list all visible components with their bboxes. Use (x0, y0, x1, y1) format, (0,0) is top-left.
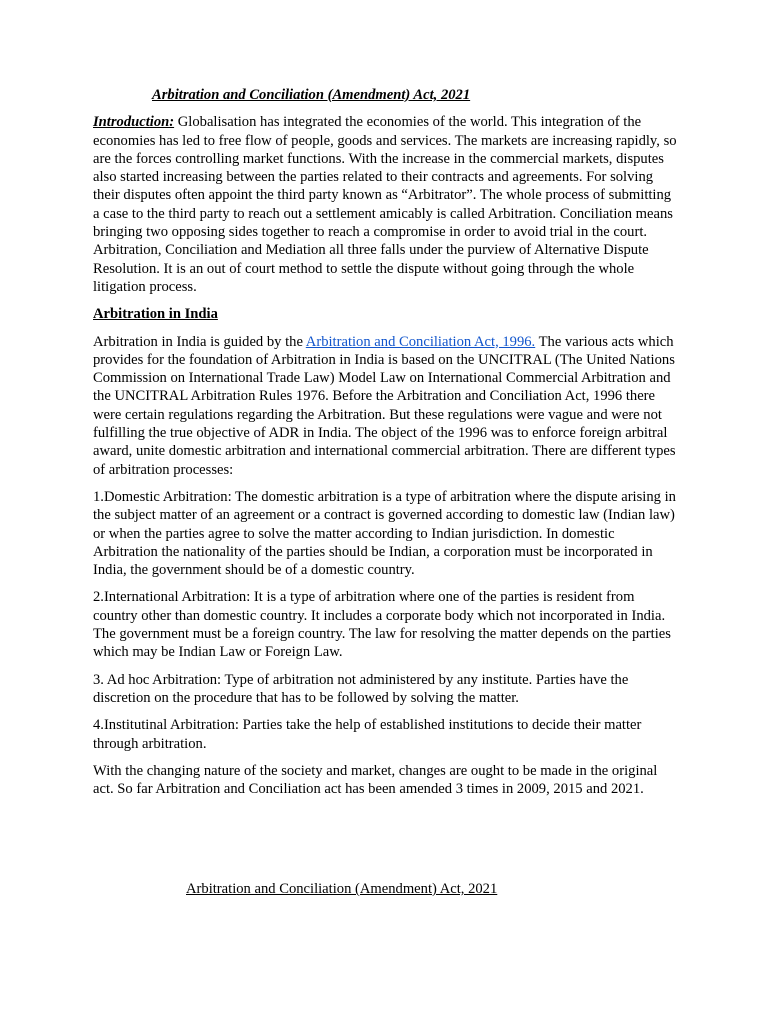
type-adhoc-arbitration: 3. Ad hoc Arbitration: Type of arbitration not administered by any institute. Parties have the discretion on the procedure that has to be followed by solving the matter. (93, 671, 629, 706)
type-institutional-arbitration: 4.Institutinal Arbitration: Parties take the help of established institutions to decide their matter through arbitration. (93, 717, 642, 752)
section-heading-arbitration-india: Arbitration in India (93, 306, 218, 323)
india-prefix: Arbitration in India is guided by the (93, 333, 306, 350)
act-1996-link[interactable]: Arbitration and Conciliation Act, 1996. (305, 333, 536, 350)
introduction-paragraph (93, 113, 678, 296)
closing-paragraph: With the changing nature of the society and market, changes are ought to be made in the original act. So far Arbitration and Conciliation act has been amended 3 times in 2009, 2015 and 2021. (93, 762, 658, 798)
introduction-text: Globalisation has integrated the economies of the world. This integration of the economies has led to free flow of people, goods and services. The markets are increasing rapidly, so are the forces controlling market functions. With the increase in the commercial markets, disputes also started increasing between the parties related to their contracts and agreements. For solving their disputes often appoint the third party known as “Arbitrator”. The whole process of submitting a case to the third party to reach out a settlement amicably is called Arbitration. Conciliation means bringing two opposing sides together to reach a compromise in order to avoid trial in the court. Arbitration, Conciliation and Mediation all three falls under the purview of Alternative Dispute Resolution. It is an out of court method to settle the dispute without going through the whole litigation process. (93, 114, 677, 295)
type-domestic-arbitration: 1.Domestic Arbitration: The domestic arbitration is a type of arbitration where the dispute arising in the subject matter of an agreement or a contract is governed according to domestic law (Indian law) or when the parties agree to solve the matter according to Indian jurisdiction. In domestic Arbitration the nationality of the parties should be Indian, a corporation must be incorporated in India, the government should be of a domestic country. (93, 488, 676, 579)
india-paragraph (93, 333, 678, 479)
document-title: Arbitration and Conciliation (Amendment) Act, 2021 (152, 87, 471, 103)
document-body (93, 86, 678, 807)
introduction-label: Introduction: (93, 114, 175, 131)
type-international-arbitration: 2.International Arbitration: It is a type of arbitration where one of the parties is resident from country other than domestic country. It includes a corporate body which not incorporated in India. The government must be a foreign country. The law for resolving the matter depends on the parties which may be Indian Law or Foreign Law. (93, 589, 671, 661)
india-suffix: The various acts which provides for the foundation of Arbitration in India is based on the UNCITRAL (The United Nations Commission on International Trade Law) Model Law on International Commercial Arbitration and the UNCITRAL Arbitration Rules 1976. Before the Arbitration and Conciliation Act, 1996 there were certain regulations regarding the Arbitration. But these regulations were vague and were not fulfilling the true objective of ADR in India. The object of the 1996 was to enforce foreign arbitral award, unite domestic arbitration and international commercial arbitration. There are different types of arbitration processes: (93, 333, 676, 478)
footer-title: Arbitration and Conciliation (Amendment) Act, 2021 (186, 881, 498, 897)
